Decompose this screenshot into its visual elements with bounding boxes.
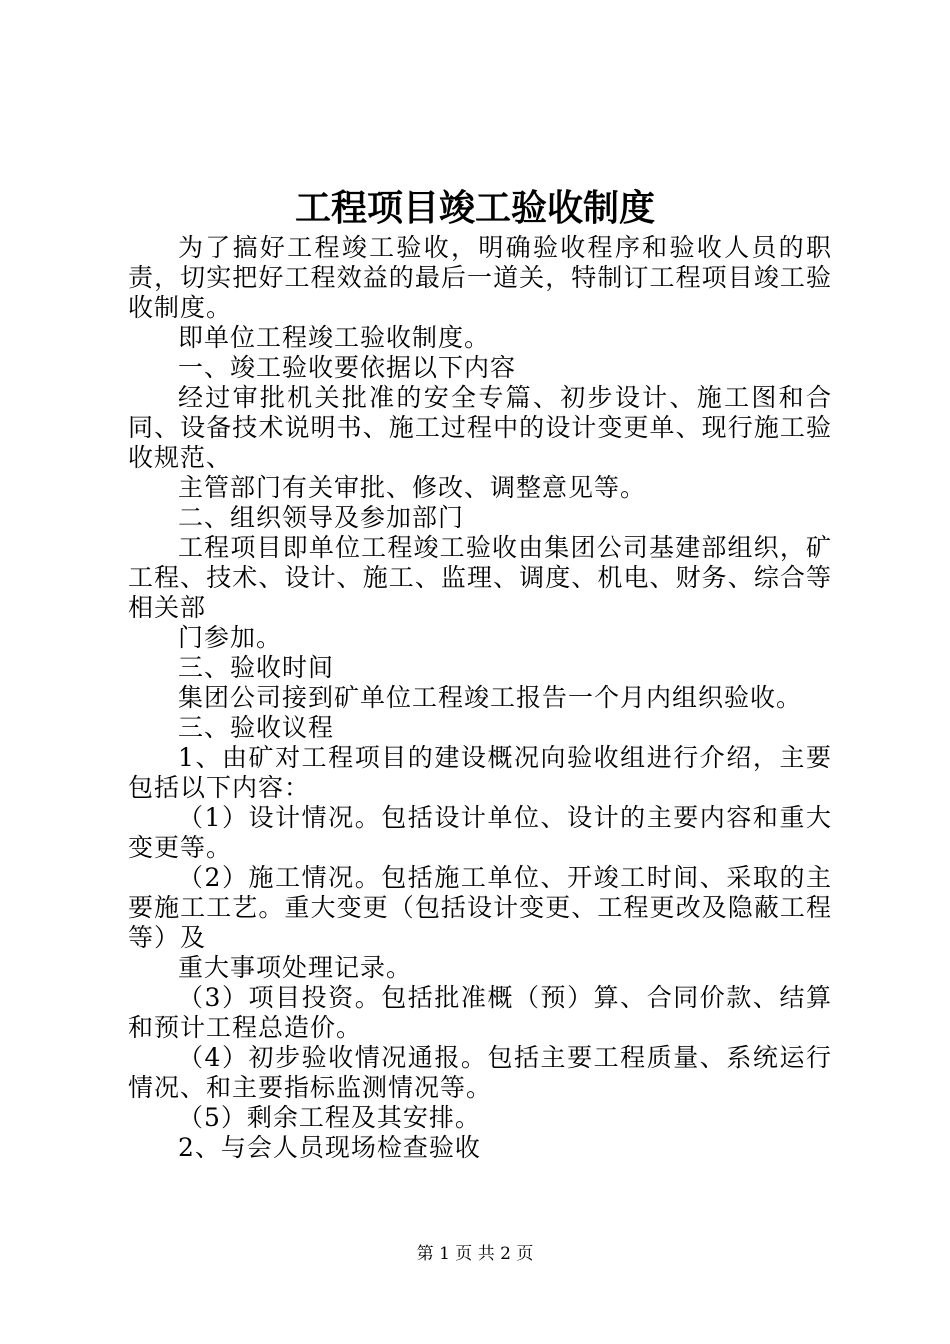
paragraph: 主管部门有关审批、修改、调整意见等。 — [178, 473, 647, 502]
section-heading: 二、组织领导及参加部门 — [178, 503, 465, 532]
paragraph: 为了搞好工程竣工验收，明确验收程序和验收人员的职责，切实把好工程效益的最后一道关，特制订工程项目竣工验收制度。 — [128, 233, 832, 322]
list-item: （2）施工情况。包括施工单位、开竣工时间、采取的主要施工工艺。重大变更（包括设计变更、工程更改及隐蔽工程等）及 — [128, 863, 832, 952]
paragraph: 集团公司接到矿单位工程竣工报告一个月内组织验收。 — [178, 683, 803, 712]
list-item: （4）初步验收情况通报。包括主要工程质量、系统运行情况、和主要指标监测情况等。 — [128, 1043, 832, 1102]
document-body — [128, 233, 832, 1163]
paragraph: 经过审批机关批准的安全专篇、初步设计、施工图和合同、设备技术说明书、施工过程中的设计变更单、现行施工验收规范、 — [128, 383, 832, 472]
list-item: （1）设计情况。包括设计单位、设计的主要内容和重大变更等。 — [128, 803, 832, 862]
list-item: （3）项目投资。包括批准概（预）算、合同价款、结算和预计工程总造价。 — [128, 983, 832, 1042]
paragraph: 2、与会人员现场检查验收 — [178, 1133, 481, 1162]
section-heading: 三、验收议程 — [178, 713, 335, 742]
paragraph: 重大事项处理记录。 — [178, 953, 413, 982]
list-item: （5）剩余工程及其安排。 — [178, 1103, 481, 1132]
paragraph: 即单位工程竣工验收制度。 — [178, 323, 491, 352]
section-heading: 一、竣工验收要依据以下内容 — [178, 353, 517, 382]
page-number: 第 1 页 共 2 页 — [416, 1244, 534, 1264]
section-heading: 三、验收时间 — [178, 653, 335, 682]
document-title: 工程项目竣工验收制度 — [294, 187, 655, 229]
paragraph: 工程项目即单位工程竣工验收由集团公司基建部组织，矿工程、技术、设计、施工、监理、调度、机电、财务、综合等相关部 — [128, 533, 832, 622]
paragraph: 门参加。 — [178, 623, 283, 652]
paragraph: 1、由矿对工程项目的建设概况向验收组进行介绍，主要包括以下内容： — [128, 743, 832, 802]
